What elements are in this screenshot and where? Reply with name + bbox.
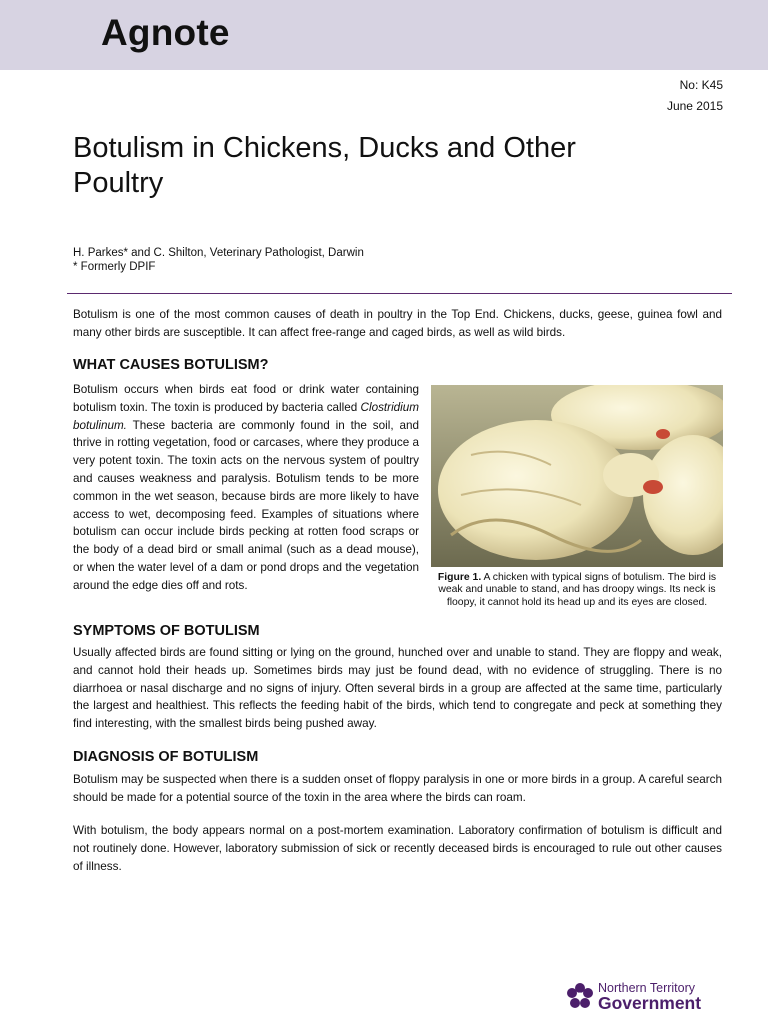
authors-line: H. Parkes* and C. Shilton, Veterinary Pathologist, Darwin bbox=[73, 247, 364, 259]
chicken-illustration bbox=[431, 385, 723, 567]
intro-paragraph: Botulism is one of the most common causes of death in poultry in the Top End. Chickens, ducks, geese, guinea fowl and many other birds are susceptible. It can affect free-range and caged birds, as well as wild birds. bbox=[73, 308, 722, 339]
logo-text-government: Government bbox=[598, 993, 702, 1013]
title-divider bbox=[67, 293, 732, 294]
figure-caption bbox=[431, 572, 723, 609]
logo-text-territory: Northern Territory bbox=[598, 981, 696, 995]
causes-text-start: Botulism occurs when birds eat food or drink water containing botulism toxin. The toxin is produced by bacteria called bbox=[73, 383, 419, 414]
nt-government-logo bbox=[565, 981, 725, 1013]
symptoms-heading: SYMPTOMS OF BOTULISM bbox=[73, 623, 260, 639]
brand-title: Agnote bbox=[101, 12, 230, 53]
diagnosis-heading: DIAGNOSIS OF BOTULISM bbox=[73, 749, 259, 765]
figure-caption-text: A chicken with typical signs of botulism. The bird is weak and unable to stand, and has droopy wings. Its neck is floopy, it cannot hold its head up and its eyes are closed. bbox=[438, 572, 717, 608]
causes-heading: WHAT CAUSES BOTULISM? bbox=[73, 357, 269, 373]
authors-block bbox=[73, 246, 364, 274]
symptoms-paragraph: Usually affected birds are found sitting or lying on the ground, hunched over and unable to stand. They are floppy and weak, and cannot hold their heads up. Sometimes birds may just be found dead, with no evidence of struggling. There is no diarrhoea or nasal discharge and no signs of injury. Often several birds in a group are affected at the same time, particularly the largest and healthiest. This reflects the feeding habit of the birds, which tend to congregate and peck at something they find interesting, with the smallest birds being pushed away. bbox=[73, 646, 722, 731]
document-date: June 2015 bbox=[666, 99, 723, 113]
diagnosis-paragraph-1: Botulism may be suspected when there is a sudden onset of floppy paralysis in one or more birds in a group. A careful search should be made for a potential source of the toxin in the area where the birds can roam. bbox=[73, 773, 722, 804]
authors-footnote: * Formerly DPIF bbox=[73, 261, 156, 273]
page-title: Botulism in Chickens, Ducks and Other Poultry bbox=[73, 132, 576, 199]
causes-text-end: These bacteria are commonly found in the soil, and thrive in rotting vegetation, food or carcases, where they produce a very potent toxin. The toxin acts on the nervous system of poultry and causes weakness and paralysis. Botulism tends to be more common in the wet season, because birds are more likely to have access to wet, decomposing feed. Examples of situations where botulism can occur include birds pecking at rotten food scraps or the body of a dead bird or small animal (such as a dead mouse), or when the water level of a dam or pond drops and the vegetation around the edge dies off and rots. bbox=[73, 418, 419, 592]
figure-label: Figure 1. bbox=[437, 572, 482, 583]
chicken-photo bbox=[431, 385, 723, 567]
causes-paragraph bbox=[73, 381, 419, 595]
diagnosis-paragraph-2: With botulism, the body appears normal on a post-mortem examination. Laboratory confirmation of botulism is difficult and not routinely done. However, laboratory submission of sick or recently deceased birds is encouraged to rule out other causes of illness. bbox=[73, 824, 722, 873]
document-number: No: K45 bbox=[679, 78, 723, 92]
header-banner bbox=[0, 0, 768, 70]
organism-name: Clostridium botulinum. bbox=[73, 400, 419, 432]
flower-emblem-icon bbox=[565, 981, 595, 1011]
